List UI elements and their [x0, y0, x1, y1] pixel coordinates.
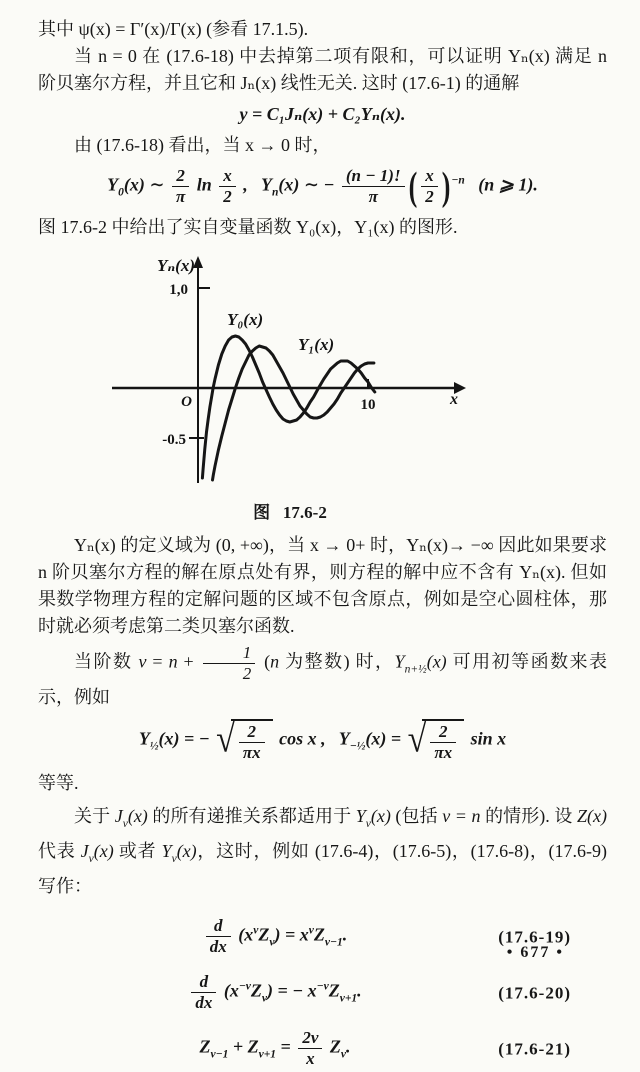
math-seg: dx	[209, 936, 227, 956]
math-seg: ν	[122, 817, 128, 830]
math-seg: πx	[242, 742, 261, 762]
math-seg: =	[146, 651, 169, 672]
equation-row-17-6-21	[38, 1026, 607, 1072]
math-seg: Z	[328, 980, 340, 1001]
math-seg: J	[80, 840, 89, 861]
math-seg: ½	[149, 740, 159, 753]
math-seg: 2	[172, 167, 189, 187]
math-seg: 可用初等函数来表示，例如	[38, 651, 608, 707]
math-seg: −ν	[316, 980, 329, 993]
math-seg: sin	[466, 728, 498, 749]
math-seg: x	[307, 980, 317, 1001]
math-seg: 当阶数	[74, 651, 139, 672]
math-seg: (	[233, 924, 245, 945]
math-seg: ν−1	[210, 1048, 229, 1061]
math-seg: π	[368, 186, 378, 206]
math-seg: Y	[260, 174, 272, 195]
math-seg: √	[216, 718, 235, 761]
fraction	[206, 917, 231, 956]
formula-general-solution: y = C₁Jₙ(x) + C₂Yₙ(x).	[239, 104, 406, 124]
math-seg: Z(x)	[577, 805, 607, 826]
math-seg: (	[219, 980, 230, 1001]
paragraph-recurrence-intro	[38, 803, 607, 900]
math-seg: (	[464, 174, 485, 195]
math-seg: (x)	[127, 805, 148, 826]
math-seg: (x)	[278, 174, 300, 195]
math-seg: ν	[138, 651, 147, 672]
paragraph-domain-of-Yn: Yₙ(x) 的定义域为 (0, +∞)，当 x → 0+ 时，Yₙ(x)→ −∞ 因此如果要求 n 阶贝塞尔方程的解在原点处有界，则方程的解中应不含有 Yₙ(x). 但如果数学物理方程的定解问题的区域不包含原点，例如是空心圆柱体，那时就必须考虑第二类贝塞尔函数.	[38, 535, 607, 637]
curve-y1-label: Y₁(x)	[298, 335, 335, 355]
y-tick-label-neg05: -0.5	[162, 432, 186, 449]
math-seg: x	[421, 167, 438, 187]
x-axis-label: x	[450, 391, 458, 409]
math-seg: ∼	[144, 174, 169, 195]
math-seg: 2ν	[298, 1029, 322, 1049]
x-tick-label-10: 10	[360, 397, 376, 414]
math-seg: .	[345, 1036, 351, 1057]
math-seg: (n − 1)!	[342, 167, 405, 187]
math-seg: n	[271, 186, 279, 199]
math-seg: x	[497, 728, 507, 749]
math-seg: x	[219, 167, 236, 187]
math-seg: 的情形). 设	[480, 805, 577, 826]
math-seg: 1	[203, 644, 256, 664]
math-seg: ,	[316, 728, 339, 749]
math-seg: Z	[258, 924, 270, 945]
math-seg: = −	[179, 728, 215, 749]
fraction	[203, 644, 256, 683]
math-seg: (	[258, 651, 271, 672]
math-seg: ,	[238, 174, 261, 195]
math-seg: ν	[253, 924, 259, 937]
math-seg: ν−1	[324, 936, 343, 949]
math-seg: cos	[274, 728, 308, 749]
math-seg: Z	[247, 1036, 259, 1057]
math-seg: 2	[425, 186, 434, 206]
fraction	[191, 973, 216, 1012]
math-seg: n	[168, 651, 178, 672]
math-seg: =	[386, 728, 406, 749]
math-seg: J	[114, 805, 123, 826]
math-seg: n	[484, 174, 495, 195]
origin-label: O	[181, 394, 192, 411]
math-seg: x	[229, 980, 239, 1001]
formula-asymptotics	[38, 163, 607, 209]
math-seg: x	[306, 1048, 315, 1068]
math-seg: (	[408, 163, 418, 209]
math-seg: ln	[192, 174, 217, 195]
math-seg: d	[191, 973, 216, 993]
math-seg: (x)	[370, 805, 391, 826]
math-seg: Y	[355, 805, 366, 826]
math-seg: ν+1	[339, 992, 358, 1005]
math-seg: Z	[313, 924, 325, 945]
y-tick-label-1: 1,0	[169, 282, 188, 299]
math-seg: 关于	[74, 805, 115, 826]
math-seg: x	[307, 728, 317, 749]
math-seg: (x)	[158, 728, 180, 749]
math-seg: (x)	[176, 840, 197, 861]
paragraph-psi-definition: 其中 ψ(x) = Γ′(x)/Γ(x) (参看 17.1.5).	[38, 19, 309, 39]
math-seg: √	[407, 718, 427, 761]
figure-17-6-2-plot	[100, 253, 480, 483]
equation-number-17-6-19: (17.6-19)	[498, 927, 571, 947]
figure-caption: 图 17.6-2	[253, 503, 327, 523]
math-seg: ν	[88, 852, 94, 865]
math-seg: Y	[107, 174, 119, 195]
paragraph-figure-reference: 图 17.6-2 中给出了实自变量函数 Y₀(x)，Y₁(x) 的图形.	[38, 217, 458, 238]
math-seg: ν	[261, 992, 267, 1005]
math-seg: πx	[434, 742, 453, 762]
fraction	[421, 167, 438, 206]
math-seg: 代表	[38, 840, 81, 861]
math-seg: 2	[430, 723, 456, 743]
figure-block	[100, 253, 480, 526]
math-seg: Z	[250, 980, 262, 1001]
math-seg: Z	[329, 1036, 341, 1057]
paragraph-general-solution-intro: 当 n = 0 在 (17.6-18) 中去掉第二项有限和，可以证明 Yₙ(x) 满足 n 阶贝塞尔方程，并且它和 Jₙ(x) 线性无关. 这时 (17.6-1) 的通解	[38, 46, 607, 93]
math-seg	[422, 719, 464, 762]
equation-number-17-6-21: (17.6-21)	[498, 1039, 571, 1059]
math-seg: .	[342, 924, 348, 945]
formula-17-6-21	[200, 1029, 351, 1068]
math-seg: ν	[308, 924, 314, 937]
math-seg: x	[244, 924, 254, 945]
math-seg: 为整数) 时，	[279, 651, 395, 672]
fraction	[430, 723, 456, 762]
math-seg: +	[228, 1036, 248, 1057]
math-seg: )	[441, 163, 451, 209]
math-seg: Y	[161, 840, 172, 861]
fraction	[172, 167, 189, 206]
math-seg: Y	[338, 728, 350, 749]
math-seg: 2	[242, 664, 252, 684]
math-seg: ν	[269, 936, 275, 949]
math-seg	[231, 719, 273, 762]
math-seg: Y	[394, 651, 405, 672]
math-seg: x	[299, 924, 309, 945]
math-seg: −n	[451, 174, 465, 187]
math-seg: ⩾ 1).	[494, 174, 538, 195]
math-seg: dx	[195, 992, 213, 1012]
math-seg: 2	[239, 723, 265, 743]
math-seg: (x)	[123, 174, 145, 195]
equation-row-17-6-20	[38, 970, 607, 1016]
y-axis-label: Yₙ(x)	[157, 256, 195, 276]
math-seg: d	[206, 917, 231, 937]
math-seg: (x)	[426, 651, 447, 672]
math-seg: 2	[223, 186, 232, 206]
curve-y0-label: Y₀(x)	[227, 310, 264, 330]
fraction	[239, 723, 265, 762]
math-seg: 0	[118, 186, 124, 199]
math-seg: n+½	[404, 663, 427, 676]
formula-17-6-19	[203, 917, 347, 956]
math-seg: +	[177, 651, 200, 672]
paragraph-etc: 等等.	[38, 772, 79, 793]
math-seg: =	[276, 1036, 296, 1057]
math-seg: −ν	[238, 980, 251, 993]
math-seg: ) = −	[267, 980, 308, 1001]
math-seg: .	[357, 980, 362, 1001]
radical	[408, 719, 464, 762]
math-seg: ) =	[274, 924, 300, 945]
page-number: • 677 •	[506, 944, 564, 961]
math-seg: (x)	[365, 728, 387, 749]
math-seg: Z	[199, 1036, 211, 1057]
math-seg: −½	[349, 740, 366, 753]
math-seg: n	[270, 651, 280, 672]
math-seg: (包括	[390, 805, 443, 826]
math-seg: π	[175, 186, 186, 206]
math-seg: ，这时，例如 (17.6-4)，(17.6-5)，(17.6-8)，(17.6-9) 写作：	[38, 840, 608, 896]
math-seg: ∼ −	[299, 174, 339, 195]
curve-y1	[213, 346, 374, 480]
math-seg: ν = n	[442, 805, 481, 826]
fraction	[219, 167, 236, 206]
math-seg: ν	[365, 817, 371, 830]
math-seg: ν	[171, 852, 177, 865]
equation-number-17-6-20: (17.6-20)	[498, 983, 571, 1003]
paragraph-half-order-intro	[38, 644, 607, 710]
fraction	[342, 167, 405, 206]
paragraph-limit-intro: 由 (17.6-18) 看出，当 x → 0 时，	[74, 135, 331, 155]
math-seg: (x)	[93, 840, 114, 861]
math-seg: 或者	[113, 840, 162, 861]
math-seg: ν	[340, 1048, 346, 1061]
math-seg: Y	[138, 728, 150, 749]
radical	[216, 719, 272, 762]
formula-half-order	[38, 719, 607, 762]
formula-17-6-20	[188, 973, 361, 1012]
math-seg: ν+1	[258, 1048, 277, 1061]
fraction	[298, 1029, 322, 1068]
math-seg: 的所有递推关系都适用于	[147, 805, 356, 826]
